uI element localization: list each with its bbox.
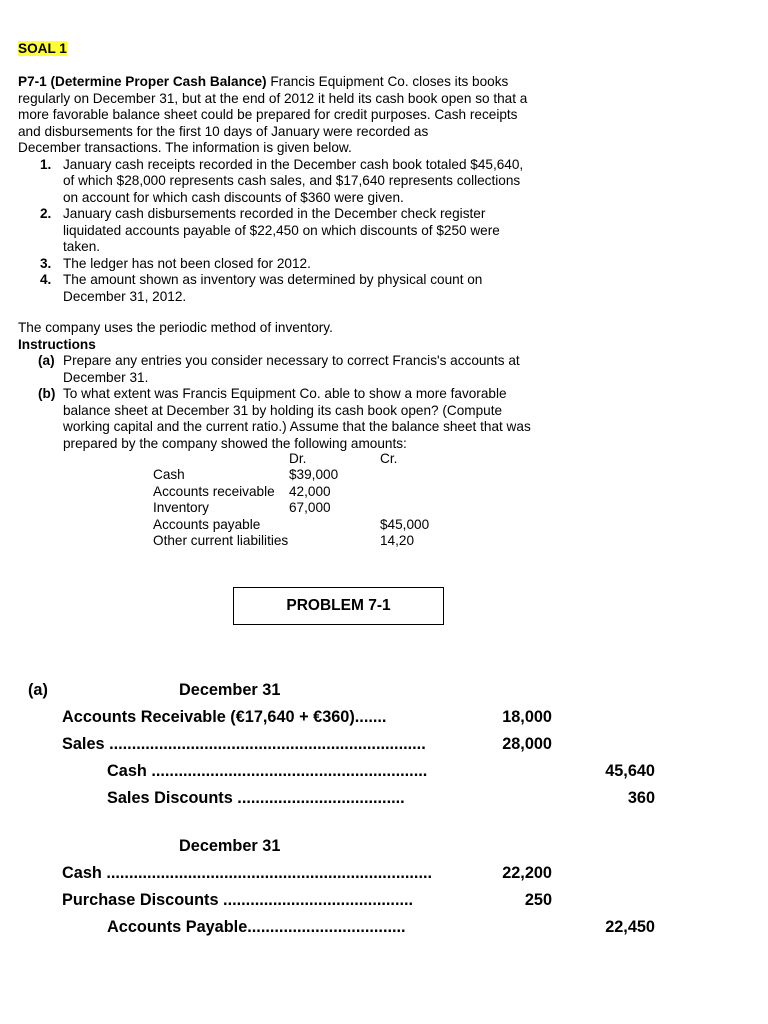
problem-items-list	[18, 157, 558, 306]
entry-account: Sales Discounts .....................................	[107, 789, 405, 807]
balance-row-label: Inventory	[153, 500, 209, 515]
balance-row-dr: 42,000	[289, 483, 331, 499]
problem-item-3: 3. The ledger has not been closed for 2012.	[40, 255, 311, 271]
problem-intro-line-5: December transactions. The information is given below.	[18, 140, 352, 155]
entry-debit: 250	[524, 891, 552, 909]
problem-title-box: PROBLEM 7-1	[233, 587, 444, 625]
balance-row-label: Other current liabilities	[153, 533, 289, 548]
header-label: SOAL 1	[18, 41, 67, 56]
problem-intro-line-1: P7-1 (Determine Proper Cash Balance) Francis Equipment Co. closes its books	[18, 74, 509, 89]
balance-row-label: Cash	[153, 467, 185, 482]
balance-row-cr: 14,20	[380, 533, 415, 548]
balance-row-label: Accounts payable	[153, 516, 261, 532]
entry-credit: 360	[627, 789, 655, 807]
balance-row-label: Accounts receivable	[153, 483, 275, 499]
problem-item-1: 1. January cash receipts recorded in the December cash book totaled $45,640, of which $28,000 represents cash sales, and $17,640 represents collections on account for which cash discounts of $360 were given.	[40, 156, 524, 205]
problem-intro-line-4: and disbursements for the first 10 days of January were recorded as	[18, 123, 429, 139]
instruction-b: (b) To what extent was Francis Equipment Co. able to show a more favorable balance sheet at December 31 by holding its cash book open? (Compute working capital and the current ratio.) Assume that the balance sheet that was prepared by the company showed the following amounts:	[38, 386, 531, 451]
entry-credit: 45,640	[605, 762, 655, 780]
problem-item-4: 4. The amount shown as inventory was determined by physical count on December 31, 2012.	[40, 272, 483, 304]
balance-row-dr: 67,000	[289, 500, 331, 515]
entry-date: December 31	[179, 681, 281, 699]
instruction-a: (a) Prepare any entries you consider necessary to correct Francis's accounts at December 31.	[38, 353, 520, 385]
entry-account: Accounts Receivable (€17,640 + €360).......	[62, 708, 387, 726]
periodic-note: The company uses the periodic method of inventory.	[18, 320, 333, 335]
entry-account: Cash .............................................................	[107, 762, 428, 780]
instructions-heading: Instructions	[18, 336, 96, 352]
part-label: (a)	[28, 681, 48, 699]
problem-intro-line-2: regularly on December 31, but at the end of 2012 it held its cash book open so that a	[18, 90, 528, 106]
instructions-list	[18, 353, 558, 452]
entry-account: Purchase Discounts ..........................................	[62, 891, 414, 909]
balance-cr-header: Cr.	[380, 451, 398, 466]
problem-item-2: 2. January cash disbursements recorded in the December check register liquidated accounts payable of $22,450 on which discounts of $250 were taken.	[40, 206, 500, 254]
entry-debit: 18,000	[502, 708, 552, 726]
entry-date: December 31	[179, 837, 281, 855]
entry-account: Sales ......................................................................	[62, 735, 426, 753]
problem-intro-line-3: more favorable balance sheet could be prepared for credit purposes. Cash receipts	[18, 107, 518, 122]
entry-account: Accounts Payable...................................	[107, 918, 406, 936]
entry-debit: 28,000	[502, 735, 552, 753]
entry-debit: 22,200	[502, 864, 552, 882]
problem-title: P7-1 (Determine Proper Cash Balance)	[18, 74, 267, 89]
entry-credit: 22,450	[605, 918, 655, 936]
balance-dr-header: Dr.	[289, 451, 307, 466]
entry-account: Cash ........................................................................	[62, 864, 433, 882]
balance-row-dr: $39,000	[289, 467, 339, 482]
balance-row-cr: $45,000	[380, 516, 430, 532]
